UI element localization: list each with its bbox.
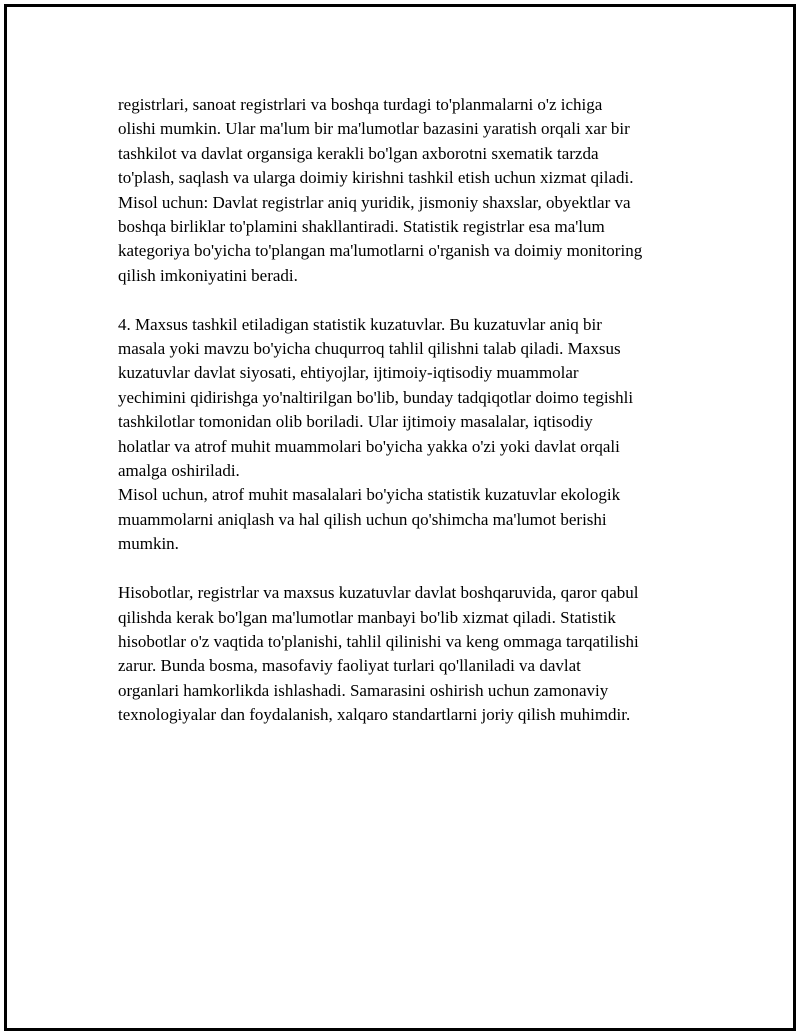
text-line: tashkilot va davlat organsiga kerakli bo'lgan axborotni sxematik tarzda [118, 143, 599, 163]
text-line: texnologiyalar dan foydalanish, xalqaro standartlarni joriy qilish muhimdir. [118, 705, 631, 725]
text-line: zarur. Bunda bosma, masofaviy faoliyat turlari qo'llaniladi va davlat [118, 656, 581, 676]
text-line: olishi mumkin. Ular ma'lum bir ma'lumotlar bazasini yaratish orqali xar bir [118, 119, 630, 139]
text-line: Misol uchun, atrof muhit masalalari bo'yicha statistik kuzatuvlar ekologik [118, 485, 621, 505]
text-line: muammolarni aniqlash va hal qilish uchun qo'shimcha ma'lumot berishi [118, 509, 607, 529]
paragraph-special-observations [118, 313, 698, 557]
text-line: kategoriya bo'yicha to'plangan ma'lumotlarni o'rganish va doimiy monitoring [118, 241, 643, 261]
text-line: kuzatuvlar davlat siyosati, ehtiyojlar, ijtimoiy-iqtisodiy muammolar [118, 363, 579, 383]
text-line: boshqa birliklar to'plamini shakllantiradi. Statistik registrlar esa ma'lum [118, 217, 605, 237]
text-line: mumkin. [118, 534, 179, 554]
text-line: organlari hamkorlikda ishlashadi. Samarasini oshirish uchun zamonaviy [118, 680, 609, 700]
text-line: to'plash, saqlash va ularga doimiy kirishni tashkil etish uchun xizmat qiladi. [118, 168, 634, 188]
text-line: qilishda kerak bo'lgan ma'lumotlar manbayi bo'lib xizmat qiladi. Statistik [118, 607, 616, 627]
text-line: amalga oshiriladi. [118, 461, 240, 481]
paragraph-registers [118, 93, 698, 288]
text-line: qilish imkoniyatini beradi. [118, 265, 298, 285]
text-line: registrlari, sanoat registrlari va boshqa turdagi to'planmalarni o'z ichiga [118, 95, 603, 114]
document-body [118, 93, 698, 728]
paragraph-reports-summary [118, 581, 698, 727]
text-line: hisobotlar o'z vaqtida to'planishi, tahlil qilinishi va keng ommaga tarqatilishi [118, 631, 639, 651]
text-line: tashkilotlar tomonidan olib boriladi. Ular ijtimoiy masalalar, iqtisodiy [118, 412, 593, 432]
text-line: 4. Maxsus tashkil etiladigan statistik kuzatuvlar. Bu kuzatuvlar aniq bir [118, 314, 602, 334]
text-line: Misol uchun: Davlat registrlar aniq yuridik, jismoniy shaxslar, obyektlar va [118, 192, 631, 212]
text-line: holatlar va atrof muhit muammolari bo'yicha yakka o'zi yoki davlat orqali [118, 436, 620, 456]
text-line: masala yoki mavzu bo'yicha chuqurroq tahlil qilishni talab qiladi. Maxsus [118, 339, 621, 359]
text-line: Hisobotlar, registrlar va maxsus kuzatuvlar davlat boshqaruvida, qaror qabul [118, 583, 639, 603]
text-line: yechimini qidirishga yo'naltirilgan bo'lib, bunday tadqiqotlar doimo tegishli [118, 387, 634, 407]
